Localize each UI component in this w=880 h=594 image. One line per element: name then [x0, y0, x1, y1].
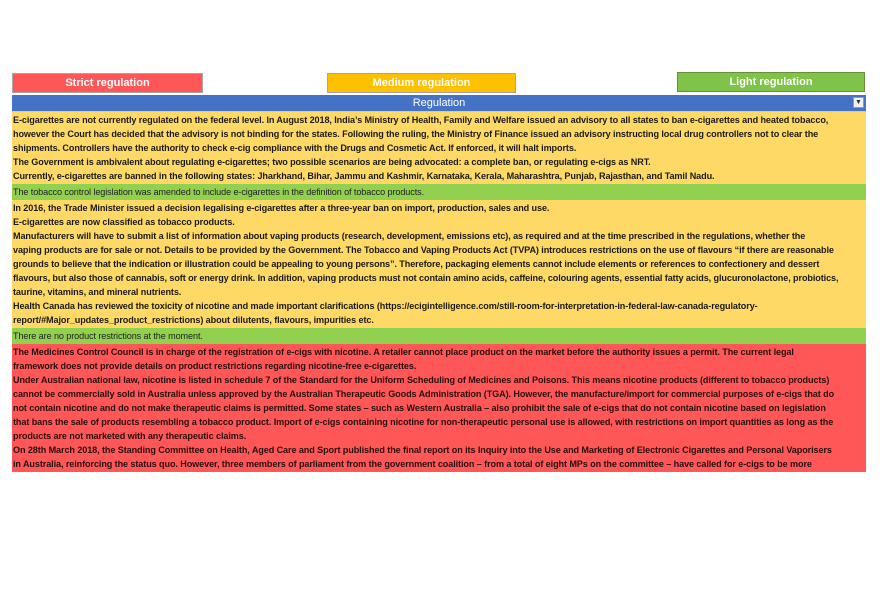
cell-text-line: On 28th March 2018, the Standing Committee on Health, Aged Care and Sport published the final report on its Inquiry into the Use and Marketing of Electronic Cigarettes and Personal Vaporisers — [13, 445, 832, 455]
cell-text-line: The Medicines Control Council is in charge of the registration of e-cigs with nicotine. A retailer cannot place product on the market before the authority issues a permit. The current legal — [13, 347, 794, 357]
cell-text-line: The tobacco control legislation was amended to include e-cigarettes in the definition of tobacco products. — [13, 187, 424, 197]
cell-text-line: products are not marketed with any therapeutic claims. — [13, 431, 247, 441]
cell-text-line: not contain nicotine and do not make therapeutic claims is permitted. Some states – such as Western Australia – also prohibit the sale of e-cigs that do not contain nicotine based on legislation — [13, 403, 826, 413]
cell-text-line: grounds to believe that the indication or illustration could be appealing to young persons”. Therefore, packaging elements cannot include elements or references to confectionery and dessert — [13, 259, 820, 269]
cell-text-line: taurine, vitamins, and mineral nutrients. — [13, 287, 182, 297]
table-row-light[interactable] — [12, 184, 866, 200]
filter-dropdown-icon[interactable]: ▼ — [853, 97, 864, 108]
legend-strict-regulation: Strict regulation — [12, 73, 203, 93]
cell-text-line: report/#Major_updates_product_restrictions) about dilutents, flavours, impurities etc. — [13, 315, 374, 325]
cell-text-line: vaping products are for sale or not. Details to be provided by the Government. The Tobacco and Vaping Products Act (TVPA) introduces restrictions on the use of flavours “if there are reasonable — [13, 245, 834, 255]
cell-text-line: framework does not provide details on product restrictions regarding nicotine-free e-cigarettes. — [13, 361, 417, 371]
cell-text-line: Health Canada has reviewed the toxicity of nicotine and made important clarifications (https://ecigintelligence.com/still-room-for-interpretation-in-federal-law-canada-regulatory- — [13, 301, 758, 311]
cell-text-line: The Government is ambivalent about regulating e-cigarettes; two possible scenarios are being advocated: a complete ban, or regulating e-cigs as NRT. — [13, 157, 651, 167]
legend-light-regulation: Light regulation — [677, 72, 865, 92]
cell-text-line: In 2016, the Trade Minister issued a decision legalising e-cigarettes after a three-year ban on import, production, sales and use. — [13, 203, 550, 213]
cell-text-line: E-cigarettes are now classified as tobacco products. — [13, 217, 235, 227]
regulation-table — [12, 95, 866, 472]
cell-text-line: cannot be commercially sold in Australia unless approved by the Australian Therapeutic Goods Administration (TGA). However, the manufacture/import for commercial purposes of e-cigs that do — [13, 389, 835, 399]
table-row-light[interactable] — [12, 328, 866, 344]
cell-text-line: in Australia, reinforcing the status quo. However, three members of parliament from the government coalition – from a total of eight MPs on the committee – have called for e-cigs to be more — [13, 459, 812, 469]
table-row-medium[interactable] — [12, 200, 866, 328]
legend-medium-regulation: Medium regulation — [327, 73, 516, 93]
cell-text-line: flavours, but also those of cannabis, soft or energy drink. In addition, vaping products must not contain amino acids, caffeine, colouring agents, essential fatty acids, glucuronolactone, probiotics, — [13, 273, 839, 283]
cell-text-line: that bans the sale of products resembling a tobacco product. Import of e-cigs containing nicotine for non-therapeutic personal use is allowed, with restrictions on import quantities as long as the — [13, 417, 834, 427]
cell-text-line: Manufacturers will have to submit a list of information about vaping products (research, development, emissions etc), as required and at the time prescribed in the regulations, whether the — [13, 231, 806, 241]
table-body — [12, 112, 866, 472]
cell-text-line: E-cigarettes are not currently regulated on the federal level. In August 2018, India’s Ministry of Health, Family and Welfare issued an advisory to all states to ban e-cigarettes and heated tobacco, — [13, 115, 829, 125]
column-header-regulation — [12, 95, 866, 112]
table-row-medium[interactable] — [12, 112, 866, 184]
cell-text-line: Under Australian national law, nicotine is listed in schedule 7 of the Standard for the Uniform Scheduling of Medicines and Poisons. This means nicotine products (different to tobacco products) — [13, 375, 830, 385]
cell-text-line: however the Court has decided that the advisory is not binding for the states. Following the ruling, the Ministry of Finance issued an advisory instructing local drug controllers not to clear the — [13, 129, 819, 139]
table-row-strict[interactable] — [12, 344, 866, 472]
cell-text-line: Currently, e-cigarettes are banned in the following states: Jharkhand, Bihar, Jammu and Kashmir, Karnataka, Kerala, Maharashtra, Punjab, Rajasthan, and Tamil Nadu. — [13, 171, 715, 181]
cell-text-line: shipments. Controllers have the authority to check e-cig compliance with the Drugs and Cosmetic Act. If enforced, it will halt imports. — [13, 143, 577, 153]
cell-text-line: There are no product restrictions at the moment. — [13, 331, 203, 341]
column-header-label: Regulation — [412, 97, 466, 109]
